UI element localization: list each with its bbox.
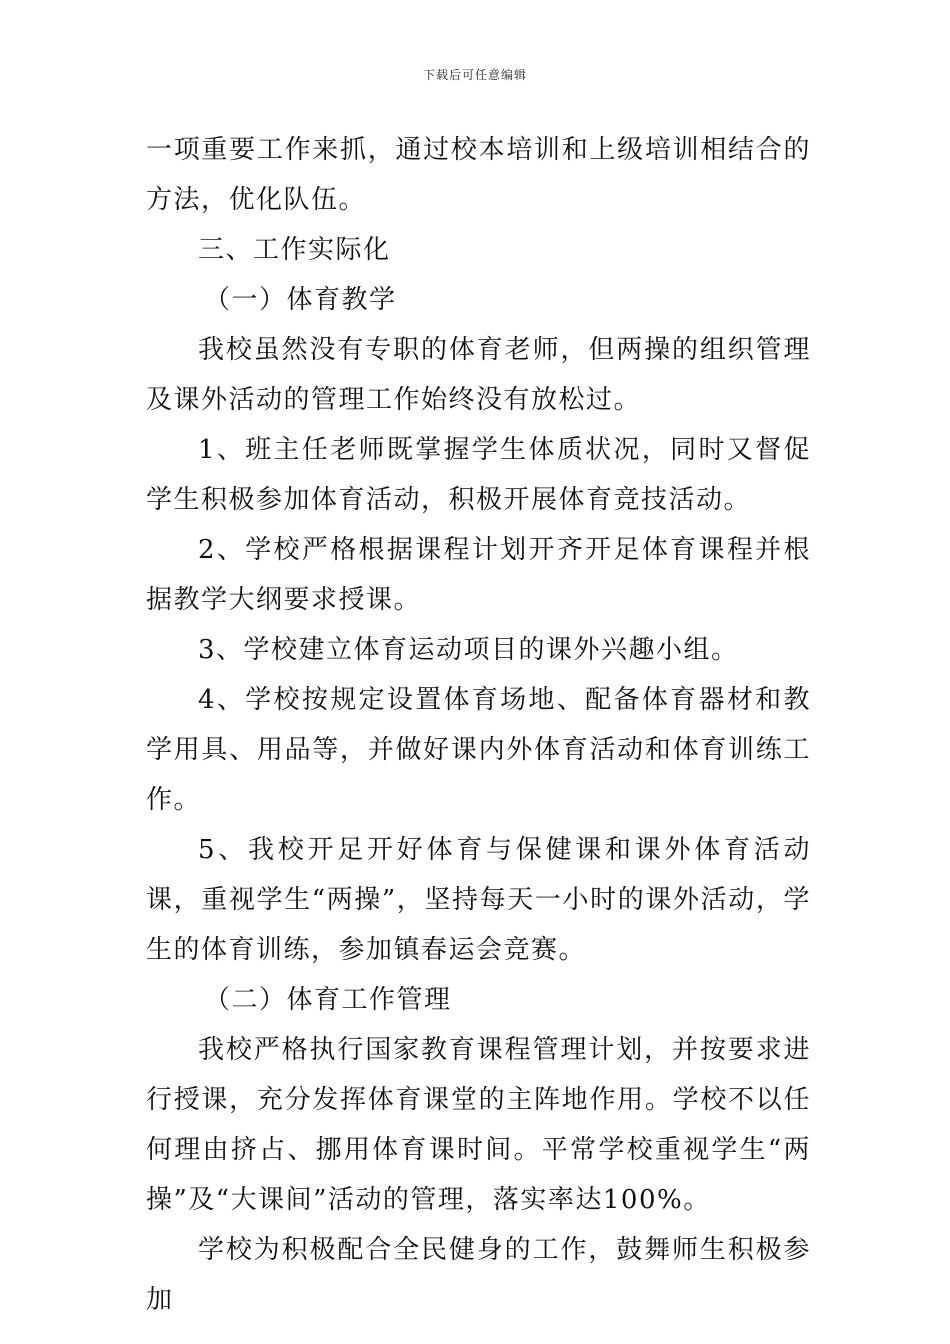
list-item: 4、学校按规定设置体育场地、配备体育器材和教学用具、用品等，并做好课内外体育活动和体育训练工作。 [146,685,811,815]
document-body [146,125,811,1325]
subsection-heading: （一）体育教学 [204,285,397,315]
paragraph: 我校严格执行国家教育课程管理计划，并按要求进行授课，充分发挥体育课堂的主阵地作用。学校不以任何理由挤占、挪用体育课时间。平常学校重视学生“两操”及“大课间”活动的管理，落实率达100%。 [146,1035,811,1215]
list-item: 3、学校建立体育运动项目的课外兴趣小组。 [198,635,739,665]
list-item: 2、学校严格根据课程计划开齐开足体育课程并根据教学大纲要求授课。 [146,535,811,615]
section-heading: 三、工作实际化 [198,235,391,265]
page-header-note: 下载后可任意编辑 [422,68,527,82]
list-item: 5、我校开足开好体育与保健课和课外体育活动课，重视学生“两操”，坚持每天一小时的课外活动，学生的体育训练，参加镇春运会竞赛。 [146,835,811,965]
subsection-heading: （二）体育工作管理 [204,985,452,1015]
list-item: 1、班主任老师既掌握学生体质状况，同时又督促学生积极参加体育活动，积极开展体育竞技活动。 [146,435,811,515]
paragraph: 学校为积极配合全民健身的工作，鼓舞师生积极参加 [146,1235,811,1315]
paragraph: 我校虽然没有专职的体育老师，但两操的组织管理及课外活动的管理工作始终没有放松过。 [146,335,811,415]
paragraph: 一项重要工作来抓，通过校本培训和上级培训相结合的方法，优化队伍。 [146,135,811,215]
